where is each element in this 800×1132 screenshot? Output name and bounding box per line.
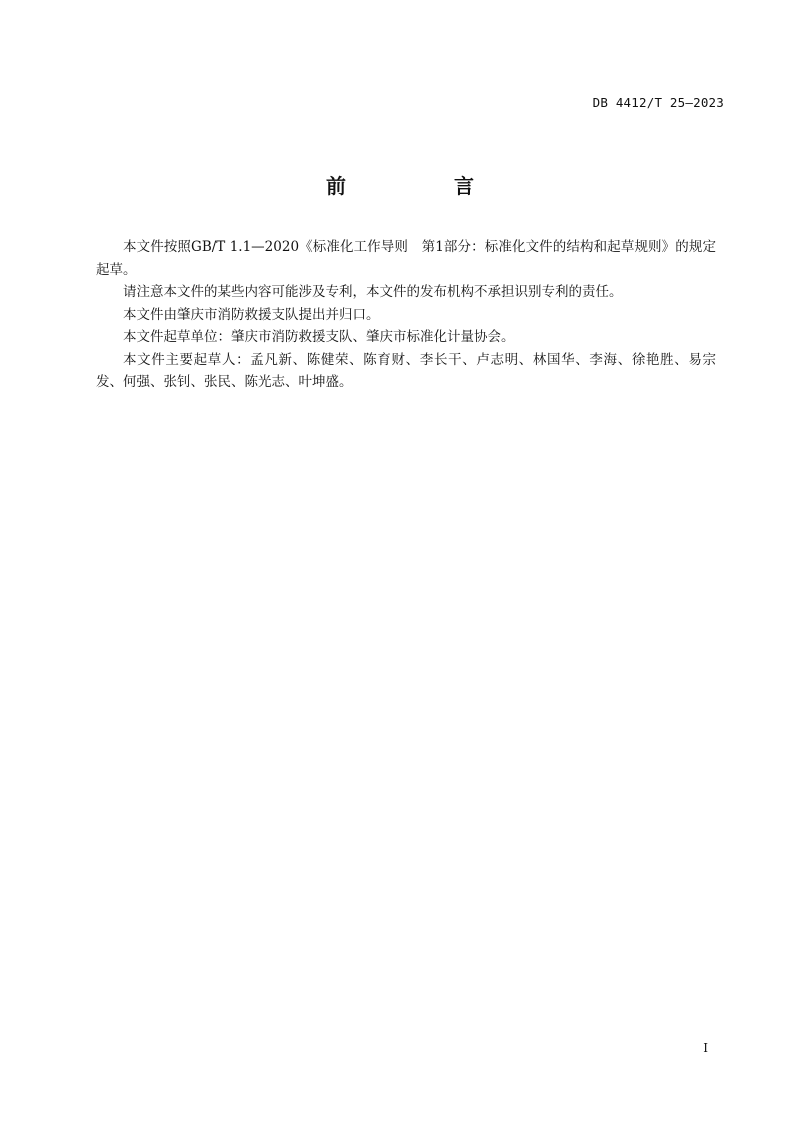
paragraph-drafting-rules: 本文件按照GB/T 1.1—2020《标准化工作导则 第1部分：标准化文件的结构和起草规则》的规定起草。 xyxy=(96,239,716,278)
paragraph-drafting-units: 本文件起草单位：肇庆市消防救援支队、肇庆市标准化计量协会。 xyxy=(123,329,515,345)
paragraph-proposer: 本文件由肇庆市消防救援支队提出并归口。 xyxy=(123,306,380,323)
paragraph-patent-notice: 请注意本文件的某些内容可能涉及专利，本文件的发布机构不承担识别专利的责任。 xyxy=(123,284,623,300)
paragraph-drafters: 本文件主要起草人：孟凡新、陈健荣、陈育财、李长干、卢志明、林国华、李海、徐艳胜、易宗发、何强、张钊、张民、陈光志、叶坤盛。 xyxy=(96,351,716,390)
foreword-body xyxy=(96,236,716,394)
section-title: 前 言 xyxy=(326,174,518,198)
page-number: I xyxy=(703,1041,708,1055)
document-code: DB 4412/T 25—2023 xyxy=(592,95,724,110)
